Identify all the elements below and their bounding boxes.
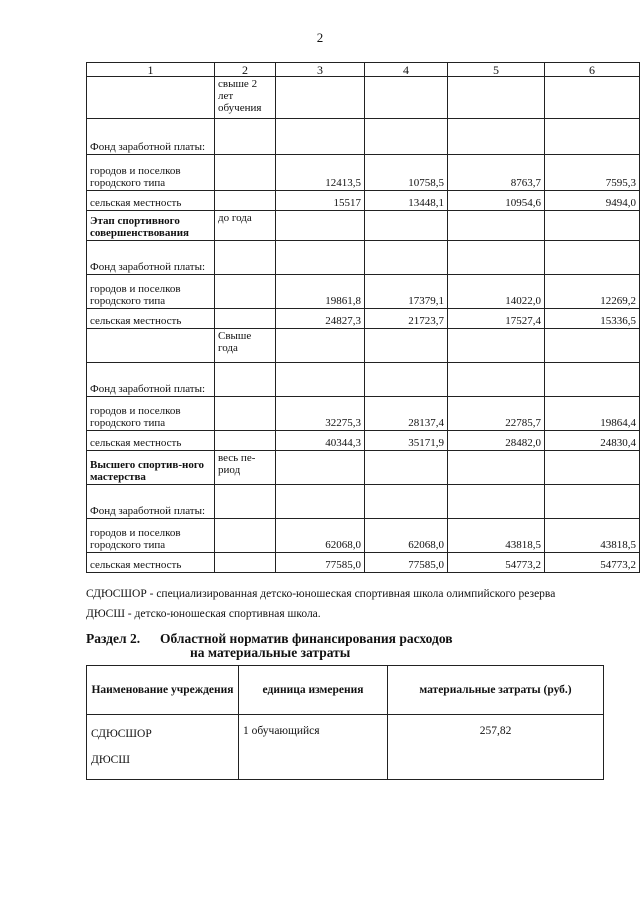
value-cell bbox=[365, 485, 448, 519]
value-cell bbox=[276, 329, 365, 363]
value-cell bbox=[276, 119, 365, 155]
table-row bbox=[87, 519, 640, 553]
value-cell bbox=[545, 241, 640, 275]
table-row bbox=[87, 553, 640, 573]
value-cell bbox=[545, 451, 640, 485]
row-label: сельская местность bbox=[87, 309, 215, 329]
value-cell: 32275,3 bbox=[276, 397, 365, 431]
column-header: 2 bbox=[215, 63, 276, 77]
table-row bbox=[87, 191, 640, 211]
value-cell bbox=[448, 241, 545, 275]
value-cell: 19864,4 bbox=[545, 397, 640, 431]
value-cell: 10954,6 bbox=[448, 191, 545, 211]
period-cell: весь пе-риод bbox=[215, 451, 276, 485]
row-label bbox=[87, 77, 215, 119]
section-title-line2: на материальные затраты bbox=[190, 645, 351, 660]
value-cell: 43818,5 bbox=[545, 519, 640, 553]
institution-sdyusshor: СДЮСШОР bbox=[91, 728, 152, 740]
period-cell bbox=[215, 485, 276, 519]
institution-cell bbox=[87, 715, 239, 780]
period-cell bbox=[215, 519, 276, 553]
table-row bbox=[87, 309, 640, 329]
page-number: 2 bbox=[316, 30, 324, 45]
value-cell: 24830,4 bbox=[545, 431, 640, 451]
value-cell: 17379,1 bbox=[365, 275, 448, 309]
row-label: сельская местность bbox=[87, 431, 215, 451]
value-cell bbox=[365, 451, 448, 485]
period-cell: свыше 2 лет обучения bbox=[215, 77, 276, 119]
table-row bbox=[87, 77, 640, 119]
value-cell bbox=[448, 77, 545, 119]
funding-table bbox=[86, 62, 640, 573]
value-cell bbox=[448, 363, 545, 397]
value-cell bbox=[276, 77, 365, 119]
table-row bbox=[87, 431, 640, 451]
value-cell: 19861,8 bbox=[276, 275, 365, 309]
row-label: Фонд заработной платы: bbox=[87, 119, 215, 155]
period-cell bbox=[215, 119, 276, 155]
column-header: 5 bbox=[448, 63, 545, 77]
value-cell: 28137,4 bbox=[365, 397, 448, 431]
value-cell: 40344,3 bbox=[276, 431, 365, 451]
row-label: сельская местность bbox=[87, 553, 215, 573]
institution-dyussh: ДЮСШ bbox=[91, 754, 130, 766]
column-header: 4 bbox=[365, 63, 448, 77]
period-cell bbox=[215, 431, 276, 451]
value-cell: 35171,9 bbox=[365, 431, 448, 451]
section-title-line1: Областной норматив финансирования расходов bbox=[160, 631, 453, 646]
value-cell: 17527,4 bbox=[448, 309, 545, 329]
period-cell bbox=[215, 155, 276, 191]
value-cell: 77585,0 bbox=[276, 553, 365, 573]
value-cell: 62068,0 bbox=[365, 519, 448, 553]
value-cell bbox=[448, 119, 545, 155]
value-cell: 54773,2 bbox=[448, 553, 545, 573]
unit-cell: 1 обучающийся bbox=[239, 715, 388, 780]
value-cell bbox=[276, 211, 365, 241]
value-cell: 21723,7 bbox=[365, 309, 448, 329]
value-cell bbox=[365, 119, 448, 155]
value-cell bbox=[448, 451, 545, 485]
value-cell: 12413,5 bbox=[276, 155, 365, 191]
value-cell bbox=[365, 77, 448, 119]
value-cell bbox=[365, 211, 448, 241]
period-cell bbox=[215, 241, 276, 275]
table-row bbox=[87, 241, 640, 275]
value-cell: 62068,0 bbox=[276, 519, 365, 553]
table-row bbox=[87, 155, 640, 191]
row-label: сельская местность bbox=[87, 191, 215, 211]
table-row bbox=[87, 329, 640, 363]
value-cell bbox=[448, 329, 545, 363]
column-header: 6 bbox=[545, 63, 640, 77]
row-label: Фонд заработной платы: bbox=[87, 485, 215, 519]
value-cell: 10758,5 bbox=[365, 155, 448, 191]
period-cell bbox=[215, 363, 276, 397]
value-cell bbox=[365, 329, 448, 363]
value-cell: 54773,2 bbox=[545, 553, 640, 573]
table-row bbox=[87, 119, 640, 155]
material-costs-table bbox=[86, 665, 604, 780]
value-cell: 14022,0 bbox=[448, 275, 545, 309]
period-cell bbox=[215, 191, 276, 211]
period-cell bbox=[215, 397, 276, 431]
value-cell bbox=[545, 485, 640, 519]
section-number: Раздел 2. bbox=[86, 631, 141, 646]
section-2-title bbox=[86, 632, 606, 660]
header-costs: материальные затраты (руб.) bbox=[388, 666, 604, 715]
table-row bbox=[87, 485, 640, 519]
table-row bbox=[87, 451, 640, 485]
value-cell bbox=[545, 119, 640, 155]
row-label: Фонд заработной платы: bbox=[87, 363, 215, 397]
value-cell: 15336,5 bbox=[545, 309, 640, 329]
value-cell: 24827,3 bbox=[276, 309, 365, 329]
value-cell: 22785,7 bbox=[448, 397, 545, 431]
row-label: городов и поселков городского типа bbox=[87, 397, 215, 431]
column-header: 1 bbox=[87, 63, 215, 77]
value-cell bbox=[276, 241, 365, 275]
period-cell: Свыше года bbox=[215, 329, 276, 363]
period-cell bbox=[215, 553, 276, 573]
value-cell: 12269,2 bbox=[545, 275, 640, 309]
value-cell bbox=[545, 211, 640, 241]
row-label: городов и поселков городского типа bbox=[87, 155, 215, 191]
value-cell: 43818,5 bbox=[448, 519, 545, 553]
value-cell bbox=[448, 211, 545, 241]
value-cell bbox=[545, 329, 640, 363]
period-cell bbox=[215, 309, 276, 329]
cost-cell: 257,82 bbox=[388, 715, 604, 780]
header-institution: Наименование учреждения bbox=[87, 666, 239, 715]
table-row bbox=[87, 275, 640, 309]
row-label: Этап спортивного совершенствования bbox=[87, 211, 215, 241]
note-dyussh: ДЮСШ - детско-юношеская спортивная школа. bbox=[86, 608, 321, 620]
table-header-row bbox=[87, 63, 640, 77]
table-row bbox=[87, 715, 604, 780]
value-cell bbox=[365, 363, 448, 397]
row-label: городов и поселков городского типа bbox=[87, 275, 215, 309]
value-cell: 77585,0 bbox=[365, 553, 448, 573]
value-cell: 28482,0 bbox=[448, 431, 545, 451]
period-cell bbox=[215, 275, 276, 309]
value-cell bbox=[448, 485, 545, 519]
value-cell bbox=[276, 451, 365, 485]
row-label bbox=[87, 329, 215, 363]
value-cell: 7595,3 bbox=[545, 155, 640, 191]
value-cell bbox=[276, 485, 365, 519]
value-cell bbox=[545, 363, 640, 397]
value-cell bbox=[365, 241, 448, 275]
row-label: городов и поселков городского типа bbox=[87, 519, 215, 553]
header-unit: единица измерения bbox=[239, 666, 388, 715]
row-label: Высшего спортив-ного мастерства bbox=[87, 451, 215, 485]
note-sdyusshor: СДЮСШОР - специализированная детско-юношеская спортивная школа олимпийского резерва bbox=[86, 588, 556, 600]
row-label: Фонд заработной платы: bbox=[87, 241, 215, 275]
value-cell bbox=[276, 363, 365, 397]
value-cell bbox=[545, 77, 640, 119]
column-header: 3 bbox=[276, 63, 365, 77]
table-row bbox=[87, 211, 640, 241]
value-cell: 8763,7 bbox=[448, 155, 545, 191]
value-cell: 15517 bbox=[276, 191, 365, 211]
table-row bbox=[87, 363, 640, 397]
period-cell: до года bbox=[215, 211, 276, 241]
table-row bbox=[87, 397, 640, 431]
value-cell: 13448,1 bbox=[365, 191, 448, 211]
value-cell: 9494,0 bbox=[545, 191, 640, 211]
